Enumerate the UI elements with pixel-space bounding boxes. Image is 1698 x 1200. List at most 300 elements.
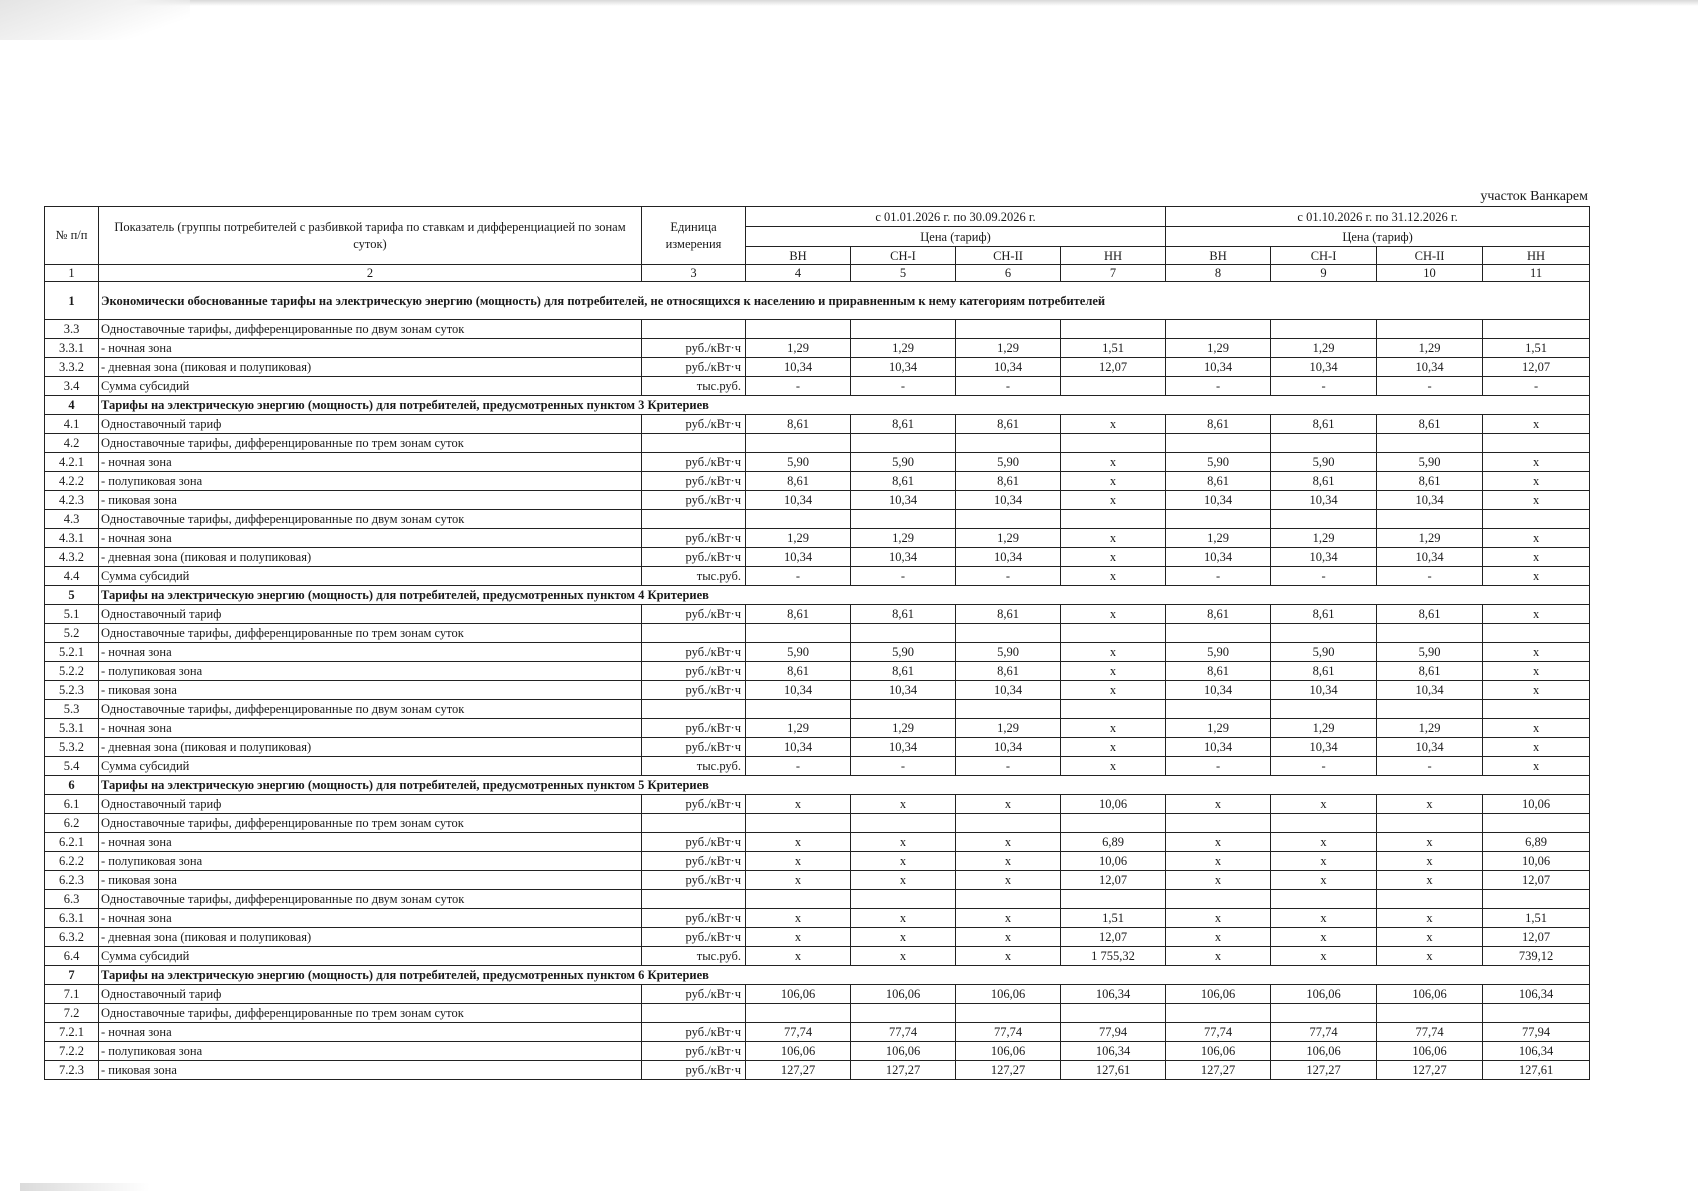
tariff-value: 127,27: [1166, 1061, 1271, 1080]
row-indicator: - полупиковая зона: [99, 1042, 642, 1061]
tariff-value: х: [1061, 529, 1166, 548]
tariff-value: х: [1061, 681, 1166, 700]
table-row: [45, 1042, 1590, 1061]
tariff-value: 106,06: [1271, 1042, 1377, 1061]
tariff-value: -: [1377, 757, 1483, 776]
tariff-value: 10,34: [1166, 358, 1271, 377]
tariff-value: 10,34: [956, 548, 1061, 567]
row-indicator: Одноставочные тарифы, дифференцированные по двум зонам суток: [99, 320, 642, 339]
tariff-value: [746, 814, 851, 833]
tariff-value: [1377, 1004, 1483, 1023]
tariff-value: [1166, 814, 1271, 833]
tariff-value: х: [851, 852, 956, 871]
tariff-value: 106,06: [1377, 985, 1483, 1004]
tariff-value: х: [1483, 548, 1590, 567]
table-row: [45, 339, 1590, 358]
row-unit: руб./кВт·ч: [642, 1023, 746, 1042]
tariff-value: 8,61: [1271, 472, 1377, 491]
tariff-value: [956, 890, 1061, 909]
tariff-value: 10,34: [1377, 681, 1483, 700]
row-number: 4.2.1: [45, 453, 99, 472]
table-row: [45, 947, 1590, 966]
row-indicator: - полупиковая зона: [99, 662, 642, 681]
tariff-value: 10,34: [851, 491, 956, 510]
tariff-value: 1,29: [1377, 529, 1483, 548]
row-unit: руб./кВт·ч: [642, 1061, 746, 1080]
row-unit: руб./кВт·ч: [642, 871, 746, 890]
table-row: [45, 643, 1590, 662]
tariff-value: 5,90: [1166, 643, 1271, 662]
tariff-value: 1,29: [1271, 529, 1377, 548]
tariff-value: 5,90: [851, 453, 956, 472]
tariff-value: [851, 320, 956, 339]
table-row: [45, 624, 1590, 643]
tariff-value: 106,34: [1483, 985, 1590, 1004]
tariff-value: х: [851, 795, 956, 814]
tariff-value: 5,90: [851, 643, 956, 662]
tariff-value: 8,61: [1377, 662, 1483, 681]
tariff-value: х: [1483, 605, 1590, 624]
tariff-value: [1061, 510, 1166, 529]
row-indicator: - дневная зона (пиковая и полупиковая): [99, 358, 642, 377]
table-row: [45, 890, 1590, 909]
tariff-value: [1271, 814, 1377, 833]
tariff-value: -: [1166, 377, 1271, 396]
header-price-2: Цена (тариф): [1166, 227, 1590, 247]
tariff-value: 1,29: [1377, 719, 1483, 738]
tariff-value: 127,27: [746, 1061, 851, 1080]
tariff-value: 106,06: [956, 985, 1061, 1004]
table-row: [45, 928, 1590, 947]
tariff-value: х: [956, 852, 1061, 871]
row-number: 7.2.1: [45, 1023, 99, 1042]
tariff-value: -: [746, 757, 851, 776]
header-col-unit: Единица измерения: [642, 207, 746, 265]
header-col-number: 10: [1377, 265, 1483, 282]
tariff-value: [1166, 890, 1271, 909]
row-number: 4.3.2: [45, 548, 99, 567]
row-unit: руб./кВт·ч: [642, 643, 746, 662]
tariff-value: 8,61: [1166, 472, 1271, 491]
tariff-value: 12,07: [1061, 871, 1166, 890]
tariff-value: 8,61: [1271, 415, 1377, 434]
tariff-value: х: [1061, 662, 1166, 681]
tariff-value: [1483, 624, 1590, 643]
row-unit: [642, 434, 746, 453]
tariff-value: х: [1061, 643, 1166, 662]
tariff-value: [1271, 700, 1377, 719]
header-col-number: 6: [956, 265, 1061, 282]
tariff-value: [1377, 624, 1483, 643]
scan-top-edge: [0, 0, 1698, 6]
tariff-value: -: [851, 377, 956, 396]
row-unit: руб./кВт·ч: [642, 909, 746, 928]
section-title: Тарифы на электрическую энергию (мощность) для потребителей, предусмотренных пунктом 5 Критериев: [99, 776, 1590, 795]
row-unit: [642, 510, 746, 529]
table-row: [45, 719, 1590, 738]
tariff-value: 1,29: [956, 719, 1061, 738]
row-unit: руб./кВт·ч: [642, 415, 746, 434]
row-number: 3.3.1: [45, 339, 99, 358]
row-number: 6.2.3: [45, 871, 99, 890]
tariff-value: х: [1166, 795, 1271, 814]
tariff-value: 8,61: [1377, 605, 1483, 624]
tariff-value: 1,29: [1271, 719, 1377, 738]
row-unit: [642, 624, 746, 643]
tariff-value: -: [746, 567, 851, 586]
tariff-value: 106,06: [956, 1042, 1061, 1061]
tariff-value: 127,61: [1061, 1061, 1166, 1080]
tariff-value: -: [1166, 757, 1271, 776]
tariff-value: 10,34: [1377, 548, 1483, 567]
scan-bottom-mark: [20, 1183, 150, 1191]
table-row: [45, 567, 1590, 586]
row-number: 5: [45, 586, 99, 605]
tariff-value: х: [1271, 928, 1377, 947]
tariff-value: х: [1061, 719, 1166, 738]
row-number: 6.4: [45, 947, 99, 966]
tariff-value: х: [746, 947, 851, 966]
tariff-value: -: [956, 757, 1061, 776]
tariff-value: 106,06: [1377, 1042, 1483, 1061]
row-indicator: - пиковая зона: [99, 681, 642, 700]
tariff-value: 12,07: [1061, 928, 1166, 947]
table-row: [45, 491, 1590, 510]
row-number: 6: [45, 776, 99, 795]
tariff-value: -: [956, 567, 1061, 586]
row-indicator: - ночная зона: [99, 453, 642, 472]
tariff-value: х: [1166, 871, 1271, 890]
tariff-value: 12,07: [1483, 871, 1590, 890]
row-indicator: Одноставочный тариф: [99, 415, 642, 434]
tariff-value: -: [1271, 567, 1377, 586]
tariff-value: 77,74: [851, 1023, 956, 1042]
tariff-value: х: [1377, 833, 1483, 852]
table-row: [45, 529, 1590, 548]
tariff-value: 10,34: [1166, 491, 1271, 510]
row-number: 7.2.2: [45, 1042, 99, 1061]
tariff-value: 1,29: [746, 719, 851, 738]
tariff-value: 1,29: [851, 339, 956, 358]
row-indicator: - полупиковая зона: [99, 472, 642, 491]
scan-corner-shadow: [0, 0, 190, 40]
header-period-1: с 01.01.2026 г. по 30.09.2026 г.: [746, 207, 1166, 227]
row-number: 3.4: [45, 377, 99, 396]
tariff-value: [1483, 320, 1590, 339]
tariff-value: 6,89: [1483, 833, 1590, 852]
row-indicator: Одноставочные тарифы, дифференцированные по трем зонам суток: [99, 814, 642, 833]
tariff-value: х: [1271, 909, 1377, 928]
row-indicator: Одноставочный тариф: [99, 985, 642, 1004]
tariff-value: 77,74: [1166, 1023, 1271, 1042]
tariff-value: 10,06: [1483, 795, 1590, 814]
row-indicator: Одноставочные тарифы, дифференцированные по двум зонам суток: [99, 890, 642, 909]
tariff-value: х: [956, 795, 1061, 814]
header-col-number: 1: [45, 265, 99, 282]
row-unit: [642, 814, 746, 833]
tariff-value: [1166, 434, 1271, 453]
tariff-value: х: [746, 909, 851, 928]
tariff-value: 106,06: [851, 985, 956, 1004]
section-title: Тарифы на электрическую энергию (мощность) для потребителей, предусмотренных пунктом 4 Критериев: [99, 586, 1590, 605]
tariff-value: [1166, 1004, 1271, 1023]
tariff-value: х: [1061, 605, 1166, 624]
tariff-value: [1483, 434, 1590, 453]
tariff-value: [1061, 624, 1166, 643]
row-indicator: Одноставочные тарифы, дифференцированные по трем зонам суток: [99, 624, 642, 643]
tariff-value: 5,90: [1377, 643, 1483, 662]
tariff-value: 10,34: [956, 681, 1061, 700]
tariff-value: 127,61: [1483, 1061, 1590, 1080]
tariff-value: [1271, 320, 1377, 339]
tariff-value: 1,51: [1061, 339, 1166, 358]
tariff-value: 10,34: [851, 358, 956, 377]
tariff-value: х: [1483, 757, 1590, 776]
tariff-value: 12,07: [1061, 358, 1166, 377]
tariff-value: 10,34: [1377, 358, 1483, 377]
tariff-value: х: [1483, 529, 1590, 548]
tariff-value: 1,29: [1166, 719, 1271, 738]
tariff-value: 106,06: [1166, 985, 1271, 1004]
tariff-value: [1061, 1004, 1166, 1023]
row-unit: руб./кВт·ч: [642, 662, 746, 681]
row-unit: тыс.руб.: [642, 377, 746, 396]
tariff-value: 10,34: [746, 358, 851, 377]
tariff-value: х: [746, 871, 851, 890]
tariff-value: [1483, 510, 1590, 529]
row-indicator: Одноставочные тарифы, дифференцированные по трем зонам суток: [99, 1004, 642, 1023]
row-number: 5.2.1: [45, 643, 99, 662]
tariff-value: 8,61: [1271, 662, 1377, 681]
header-level: ВН: [746, 247, 851, 265]
tariff-value: 106,34: [1061, 1042, 1166, 1061]
tariff-value: х: [1166, 909, 1271, 928]
table-row: [45, 833, 1590, 852]
tariff-value: х: [746, 833, 851, 852]
tariff-value: [1061, 814, 1166, 833]
tariff-value: [956, 624, 1061, 643]
row-indicator: Одноставочный тариф: [99, 605, 642, 624]
tariff-value: 10,34: [1166, 548, 1271, 567]
row-indicator: - дневная зона (пиковая и полупиковая): [99, 548, 642, 567]
header-period-2: с 01.10.2026 г. по 31.12.2026 г.: [1166, 207, 1590, 227]
tariff-value: х: [1483, 453, 1590, 472]
tariff-value: [956, 1004, 1061, 1023]
tariff-value: 12,07: [1483, 358, 1590, 377]
tariff-value: 127,27: [956, 1061, 1061, 1080]
row-number: 5.2.3: [45, 681, 99, 700]
tariff-value: -: [851, 567, 956, 586]
row-number: 3.3: [45, 320, 99, 339]
tariff-value: [1061, 377, 1166, 396]
tariff-value: 10,34: [851, 738, 956, 757]
tariff-value: 10,34: [851, 548, 956, 567]
tariff-value: 10,34: [1166, 681, 1271, 700]
tariff-value: х: [1483, 681, 1590, 700]
row-indicator: - дневная зона (пиковая и полупиковая): [99, 738, 642, 757]
table-row: [45, 871, 1590, 890]
tariff-value: [956, 700, 1061, 719]
tariff-value: х: [1061, 415, 1166, 434]
row-number: 3.3.2: [45, 358, 99, 377]
row-indicator: Сумма субсидий: [99, 947, 642, 966]
row-number: 6.1: [45, 795, 99, 814]
tariff-value: х: [1061, 453, 1166, 472]
tariff-value: [1271, 624, 1377, 643]
tariff-value: х: [1483, 567, 1590, 586]
tariff-value: х: [1483, 415, 1590, 434]
tariff-value: 739,12: [1483, 947, 1590, 966]
tariff-value: [956, 510, 1061, 529]
tariff-value: 1,29: [1166, 529, 1271, 548]
tariff-value: 10,34: [1271, 491, 1377, 510]
tariff-value: -: [746, 377, 851, 396]
tariff-value: 5,90: [956, 453, 1061, 472]
tariff-value: 6,89: [1061, 833, 1166, 852]
row-indicator: Сумма субсидий: [99, 377, 642, 396]
tariff-value: х: [1377, 852, 1483, 871]
tariff-value: [746, 320, 851, 339]
row-unit: руб./кВт·ч: [642, 833, 746, 852]
header-level: СН-I: [1271, 247, 1377, 265]
tariff-value: [1061, 890, 1166, 909]
table-row: [45, 985, 1590, 1004]
tariff-value: х: [1166, 852, 1271, 871]
row-number: 6.3.1: [45, 909, 99, 928]
tariff-value: 8,61: [1377, 472, 1483, 491]
tariff-value: х: [956, 871, 1061, 890]
tariff-value: -: [1483, 377, 1590, 396]
tariff-value: [1483, 814, 1590, 833]
section-title: Тарифы на электрическую энергию (мощность) для потребителей, предусмотренных пунктом 3 Критериев: [99, 396, 1590, 415]
tariff-value: 106,06: [746, 985, 851, 1004]
tariff-value: х: [1271, 852, 1377, 871]
tariff-value: 1,29: [1166, 339, 1271, 358]
row-number: 5.2: [45, 624, 99, 643]
header-col-no: № п/п: [45, 207, 99, 265]
row-unit: руб./кВт·ч: [642, 738, 746, 757]
tariff-value: 8,61: [1166, 605, 1271, 624]
row-indicator: - ночная зона: [99, 719, 642, 738]
tariff-value: х: [1271, 947, 1377, 966]
row-number: 6.2: [45, 814, 99, 833]
tariff-value: 8,61: [956, 662, 1061, 681]
row-number: 4.3.1: [45, 529, 99, 548]
tariff-value: [851, 624, 956, 643]
tariff-value: [1271, 434, 1377, 453]
tariff-value: [746, 434, 851, 453]
header-col-indicator: Показатель (группы потребителей с разбивкой тарифа по ставкам и дифференциацией по зонам суток): [99, 207, 642, 265]
row-indicator: - ночная зона: [99, 529, 642, 548]
table-row: [45, 415, 1590, 434]
row-unit: тыс.руб.: [642, 757, 746, 776]
row-number: 7.2.3: [45, 1061, 99, 1080]
row-number: 7: [45, 966, 99, 985]
tariff-value: х: [956, 909, 1061, 928]
tariff-value: 10,34: [956, 491, 1061, 510]
table-row: [45, 548, 1590, 567]
row-indicator: - пиковая зона: [99, 1061, 642, 1080]
row-number: 1: [45, 282, 99, 320]
tariff-value: х: [851, 871, 956, 890]
tariff-value: 10,34: [851, 681, 956, 700]
row-indicator: - ночная зона: [99, 833, 642, 852]
header-level: СН-II: [1377, 247, 1483, 265]
row-indicator: - ночная зона: [99, 643, 642, 662]
table-body: [45, 282, 1590, 1080]
tariff-value: [1271, 510, 1377, 529]
tariff-value: [851, 814, 956, 833]
tariff-value: 10,34: [746, 548, 851, 567]
table-row: [45, 738, 1590, 757]
tariff-value: -: [1166, 567, 1271, 586]
tariff-value: 8,61: [746, 415, 851, 434]
header-col-number: 5: [851, 265, 956, 282]
row-indicator: - пиковая зона: [99, 871, 642, 890]
table-row: [45, 453, 1590, 472]
header-level: ВН: [1166, 247, 1271, 265]
tariff-value: -: [1271, 377, 1377, 396]
tariff-value: 8,61: [746, 605, 851, 624]
row-unit: руб./кВт·ч: [642, 985, 746, 1004]
tariff-value: [1166, 624, 1271, 643]
row-unit: руб./кВт·ч: [642, 548, 746, 567]
row-number: 5.1: [45, 605, 99, 624]
tariff-value: 77,94: [1483, 1023, 1590, 1042]
header-level: СН-I: [851, 247, 956, 265]
row-number: 5.3.2: [45, 738, 99, 757]
tariff-value: х: [1061, 567, 1166, 586]
row-number: 7.1: [45, 985, 99, 1004]
tariff-value: 1,29: [1271, 339, 1377, 358]
tariff-value: х: [1483, 662, 1590, 681]
tariff-value: 77,94: [1061, 1023, 1166, 1042]
row-number: 4.2: [45, 434, 99, 453]
row-unit: руб./кВт·ч: [642, 472, 746, 491]
table-row: [45, 1004, 1590, 1023]
tariff-value: [1061, 320, 1166, 339]
row-number: 4.1: [45, 415, 99, 434]
tariff-value: [1377, 700, 1483, 719]
table-row: [45, 586, 1590, 605]
tariff-value: 106,06: [851, 1042, 956, 1061]
table-header: [45, 207, 1590, 282]
tariff-value: [1377, 320, 1483, 339]
header-level: СН-II: [956, 247, 1061, 265]
row-unit: тыс.руб.: [642, 947, 746, 966]
row-number: 7.2: [45, 1004, 99, 1023]
tariff-value: [851, 434, 956, 453]
tariff-value: 10,34: [746, 681, 851, 700]
tariff-value: 10,34: [1271, 358, 1377, 377]
header-level: НН: [1483, 247, 1590, 265]
table-row: [45, 909, 1590, 928]
tariff-value: [1377, 890, 1483, 909]
row-number: 4.2.3: [45, 491, 99, 510]
tariff-value: 1,29: [1377, 339, 1483, 358]
tariff-value: 127,27: [1271, 1061, 1377, 1080]
row-unit: [642, 700, 746, 719]
tariff-value: х: [851, 833, 956, 852]
row-number: 6.3.2: [45, 928, 99, 947]
row-unit: [642, 1004, 746, 1023]
tariff-value: х: [1377, 947, 1483, 966]
row-unit: руб./кВт·ч: [642, 358, 746, 377]
header-level: НН: [1061, 247, 1166, 265]
tariff-value: 10,34: [1377, 738, 1483, 757]
tariff-value: 106,06: [1166, 1042, 1271, 1061]
tariff-value: 106,06: [1271, 985, 1377, 1004]
